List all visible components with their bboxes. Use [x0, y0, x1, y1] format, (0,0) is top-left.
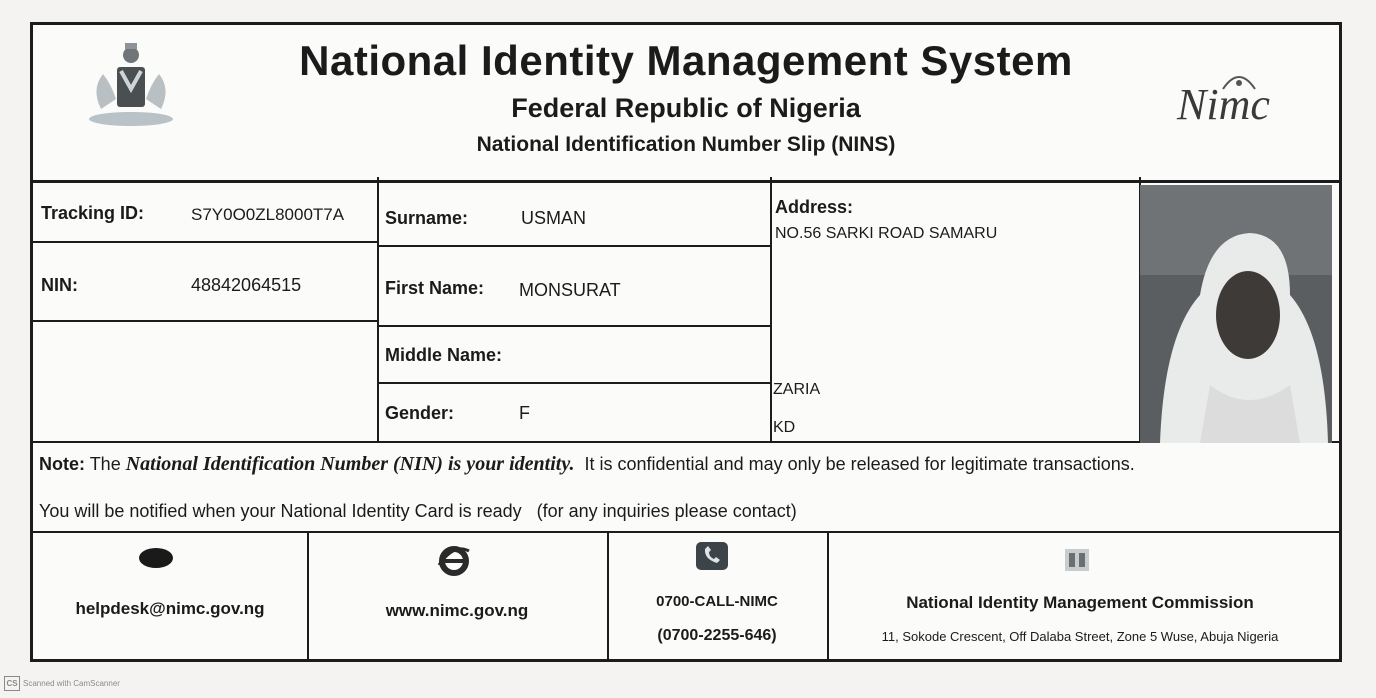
divider: [377, 325, 770, 327]
first-name-label: First Name:: [385, 278, 485, 298]
helpdesk-email[interactable]: helpdesk@nimc.gov.ng: [75, 599, 265, 618]
scan-watermark-text: Scanned with CamScanner: [23, 679, 120, 688]
org-address: 11, Sokode Crescent, Off Dalaba Street, Zone 5 Wuse, Abuja Nigeria: [881, 629, 1279, 644]
surname-label: Surname:: [385, 208, 469, 228]
note-rest: It is confidential and may only be released for legitimate transactions.: [584, 454, 1135, 474]
divider: [770, 177, 772, 441]
passport-photo: [1140, 185, 1332, 443]
org-name: National Identity Management Commission: [906, 593, 1254, 612]
website-link[interactable]: www.nimc.gov.ng: [385, 601, 529, 620]
divider: [377, 382, 770, 384]
header-subtitle: Federal Republic of Nigeria: [511, 93, 861, 123]
gender-label: Gender:: [385, 403, 455, 423]
divider: [33, 531, 1339, 533]
logo-text: Nimc: [1177, 80, 1270, 129]
address-line: NO.56 SARKI ROAD SAMARU: [775, 225, 998, 242]
building-icon: [1063, 547, 1091, 573]
nimc-logo: [1177, 69, 1287, 129]
divider: [377, 177, 379, 441]
nin-value: 48842064515: [191, 275, 302, 295]
first-name-value: MONSURAT: [519, 280, 621, 300]
camscanner-icon: CS: [4, 676, 20, 691]
note-prefix: Note:: [39, 454, 85, 474]
phone-digits: (0700-2255-646): [657, 627, 777, 644]
email-icon: [137, 545, 175, 569]
note-the: The: [89, 454, 121, 474]
portrait-image: [1140, 185, 1332, 443]
nin-label: NIN:: [41, 275, 78, 295]
header-title: National Identity Management System: [299, 37, 1073, 84]
browser-icon: [437, 543, 471, 577]
gender-value: F: [519, 403, 530, 423]
middle-name-label: Middle Name:: [385, 345, 503, 365]
divider: [33, 241, 377, 243]
divider: [377, 245, 770, 247]
divider: [307, 531, 309, 659]
slip-header: [33, 25, 1339, 183]
phone-icon: [695, 541, 729, 571]
divider: [33, 320, 377, 322]
phone-words: 0700-CALL-NIMC: [656, 593, 778, 610]
tracking-id-label: Tracking ID:: [41, 203, 145, 223]
address-state: KD: [773, 419, 796, 436]
address-label: Address:: [775, 197, 854, 217]
slip-title: National Identification Number Slip (NINS): [476, 133, 896, 156]
note-emphasis: National Identification Number (NIN) is your identity.: [125, 453, 575, 475]
tracking-id-value: S7Y0O0ZL8000T7A: [191, 205, 345, 224]
nin-slip: [30, 22, 1342, 662]
notify-text: You will be notified when your National Identity Card is ready (for any inquiries please contact): [39, 501, 797, 521]
note-text: [39, 453, 1135, 476]
address-city: ZARIA: [773, 381, 821, 398]
surname-value: USMAN: [521, 208, 587, 228]
scan-watermark: [4, 676, 120, 691]
